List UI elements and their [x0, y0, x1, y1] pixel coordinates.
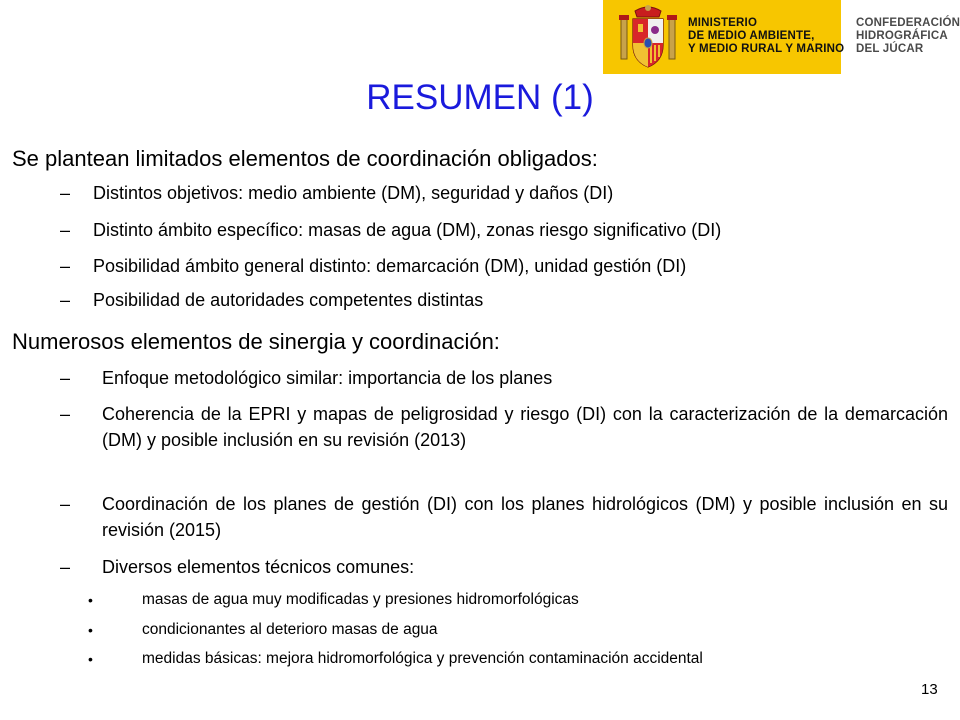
- list-item: Coordinación de los planes de gestión (DI) con los planes hidrológicos (DM) y posible inclusión en su revisión (2015): [102, 494, 948, 540]
- slide-title: RESUMEN (1): [366, 78, 594, 117]
- dash-marker: –: [60, 557, 71, 577]
- sub-list-item: masas de agua muy modificadas y presiones hidromorfológicas: [142, 591, 579, 608]
- section2-heading: Numerosos elementos de sinergia y coordinación:: [12, 329, 500, 354]
- dash-marker: –: [60, 368, 71, 388]
- list-item: Coherencia de la EPRI y mapas de peligrosidad y riesgo (DI) con la caracterización de la demarcación (DM) y posible inclusión en su revisión (2013): [102, 404, 948, 450]
- list-item: Posibilidad de autoridades competentes distintas: [93, 290, 484, 310]
- bullet-marker: •: [88, 592, 93, 608]
- list-item: Distintos objetivos: medio ambiente (DM), seguridad y daños (DI): [93, 183, 614, 203]
- ministry-name: MINISTERIO DE MEDIO AMBIENTE, Y MEDIO RURAL Y MARINO: [688, 17, 845, 55]
- confederacion-name: CONFEDERACIÓN HIDROGRÁFICA DEL JÚCAR: [856, 17, 960, 55]
- dash-marker: –: [60, 220, 71, 240]
- section1-heading: Se plantean limitados elementos de coordinación obligados:: [12, 146, 598, 171]
- page-number: 13: [921, 681, 938, 698]
- list-item: Distinto ámbito específico: masas de agua (DM), zonas riesgo significativo (DI): [93, 220, 722, 240]
- bullet-marker: •: [88, 651, 93, 667]
- list-item: Posibilidad ámbito general distinto: demarcación (DM), unidad gestión (DI): [93, 256, 687, 276]
- list-item: Diversos elementos técnicos comunes:: [102, 557, 415, 577]
- list-item: Enfoque metodológico similar: importancia de los planes: [102, 368, 553, 388]
- dash-marker: –: [60, 256, 71, 276]
- dash-marker: –: [60, 494, 71, 514]
- dash-marker: –: [60, 290, 71, 310]
- dash-marker: –: [60, 404, 71, 424]
- bullet-marker: •: [88, 622, 93, 638]
- dash-marker: –: [60, 183, 71, 203]
- sub-list-item: medidas básicas: mejora hidromorfológica y prevención contaminación accidental: [142, 650, 703, 667]
- coat-of-arms-icon: [615, 3, 681, 71]
- sub-list-item: condicionantes al deterioro masas de agua: [142, 621, 438, 638]
